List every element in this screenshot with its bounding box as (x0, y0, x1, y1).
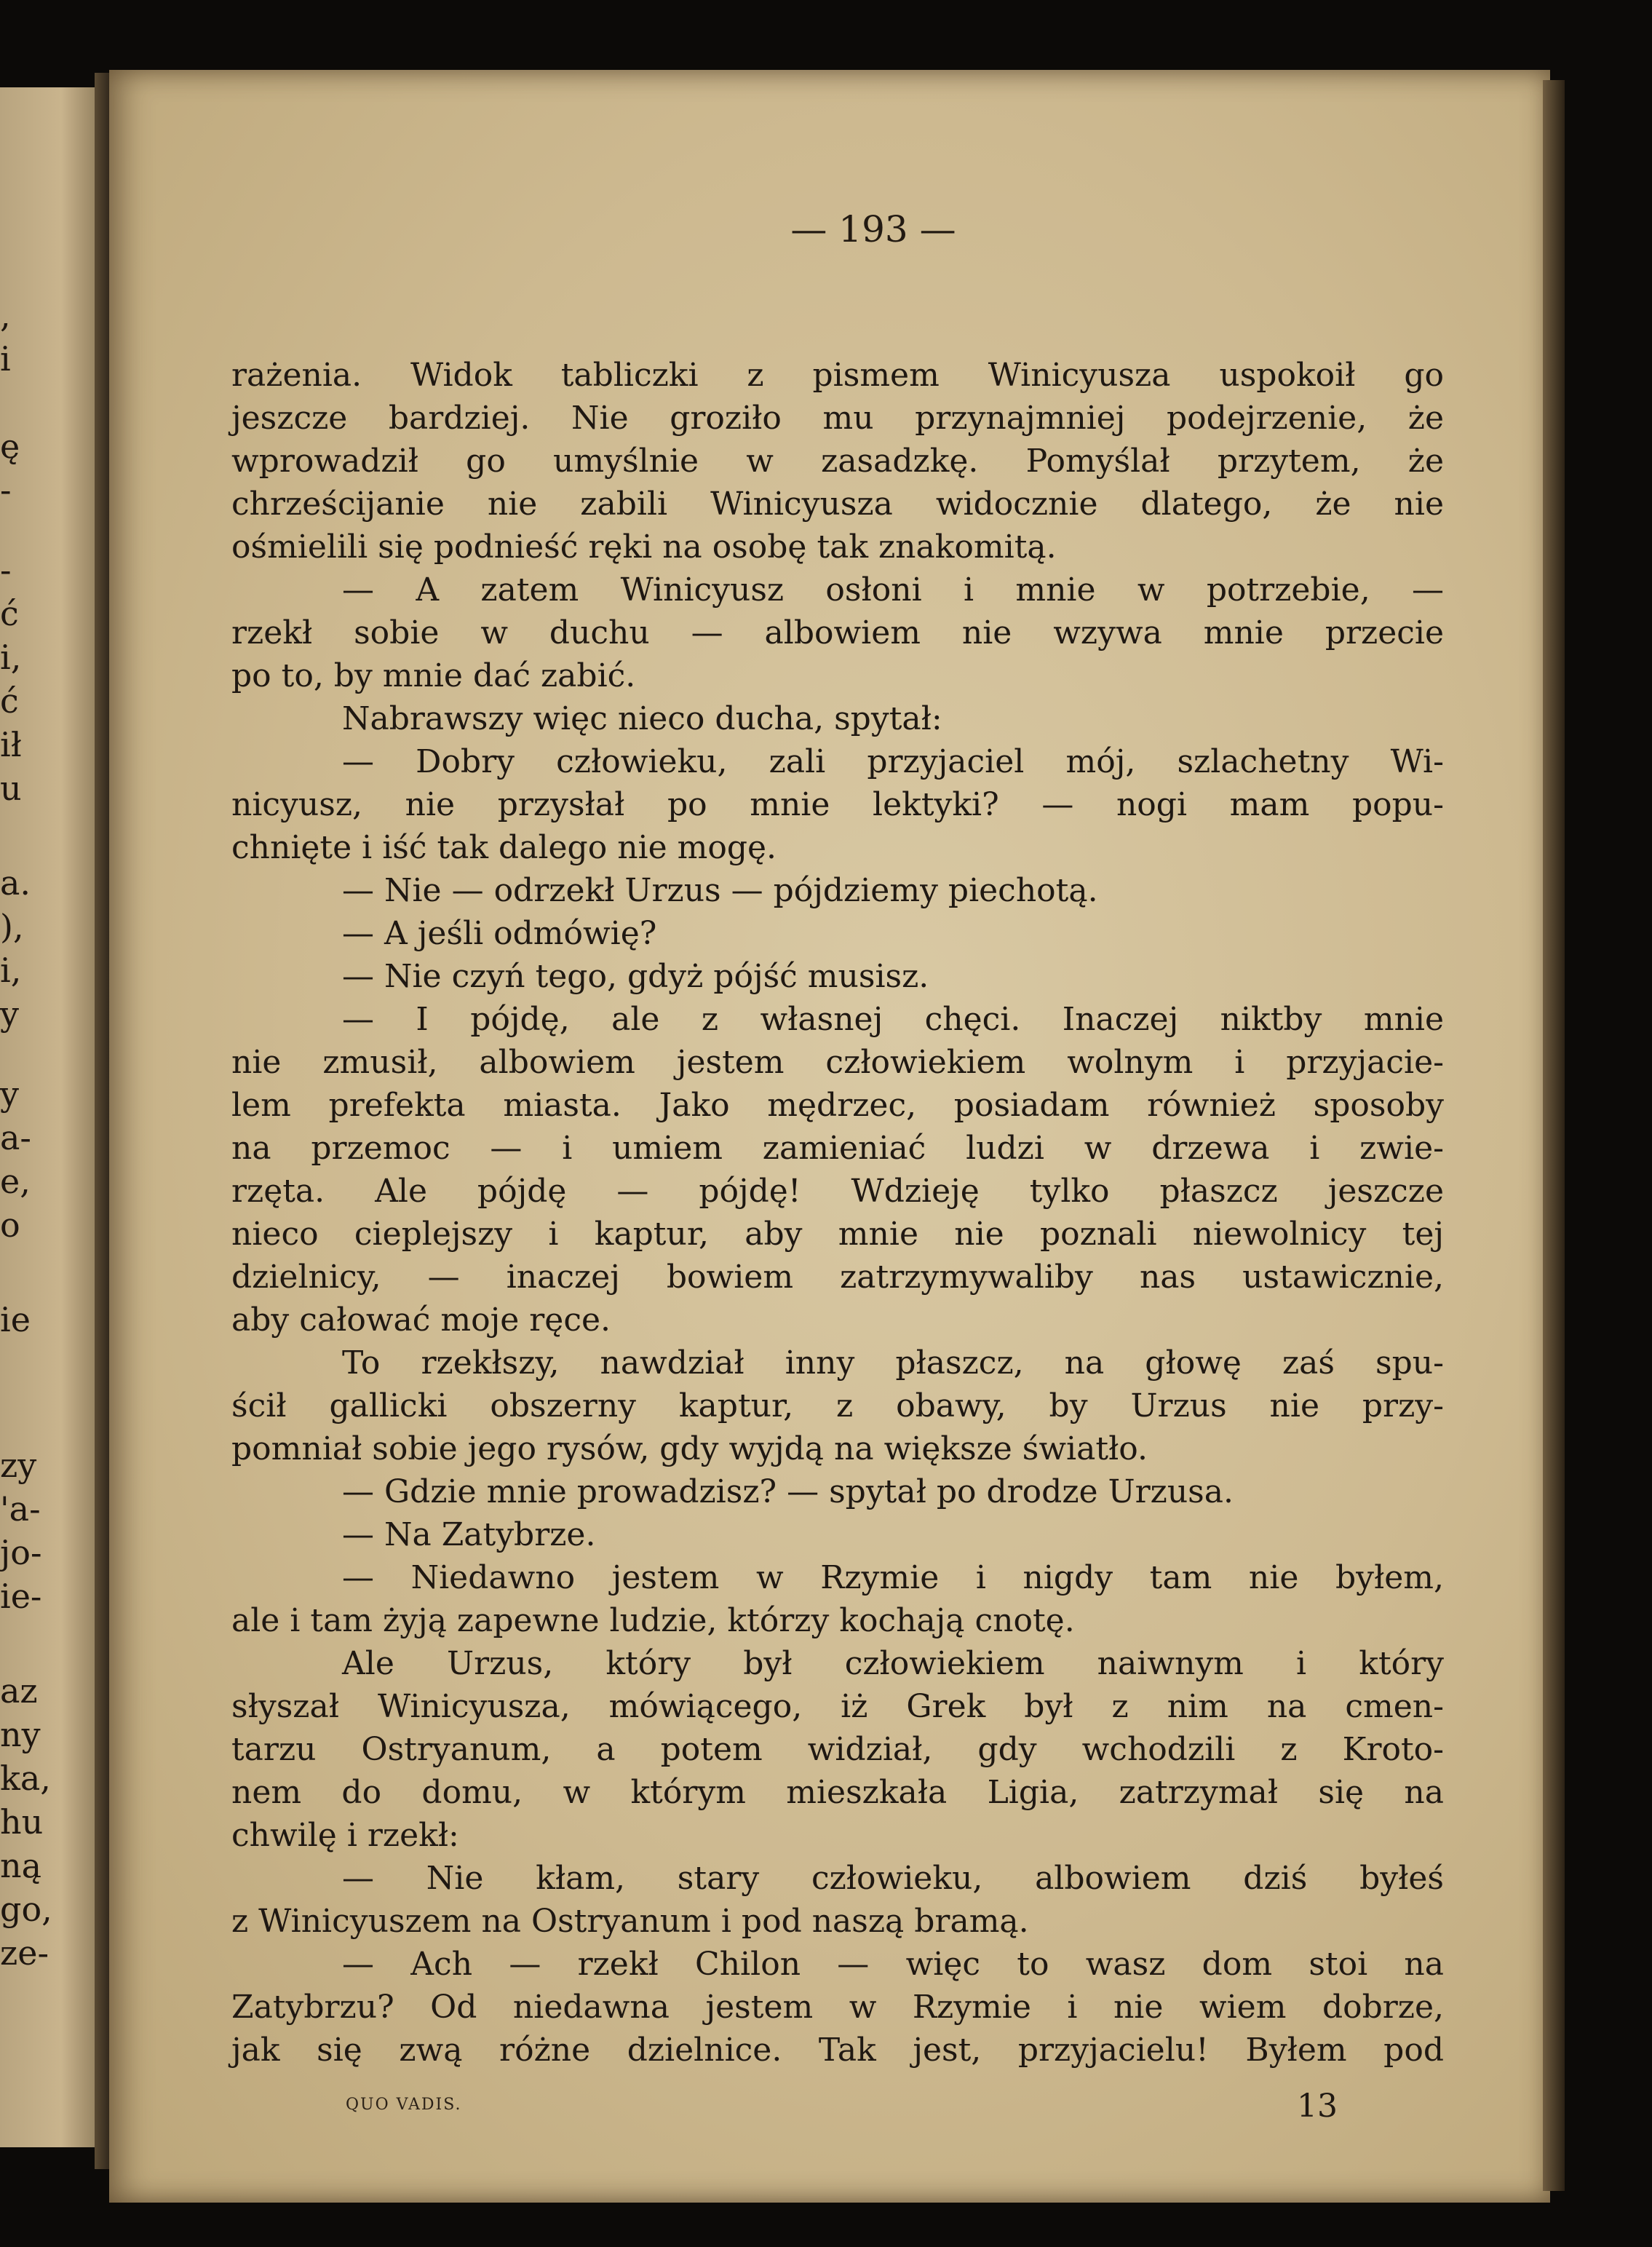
text-line: — I pójdę, ale z własnej chęci. Inaczej niktby mnie (342, 1001, 1444, 1038)
text-line: Nabrawszy więc nieco ducha, spytał: (342, 700, 942, 737)
text-line: — Gdzie mnie prowadzisz? — spytał po drodze Urzusa. (342, 1473, 1234, 1510)
text-line: chrześcijanie nie zabili Winicyusza widocznie dlatego, że nie (231, 486, 1444, 523)
left-page-fragment: jo- (0, 1533, 42, 1572)
footer-signature: QUO VADIS. (346, 2096, 462, 2114)
text-line: rażenia. Widok tabliczki z pismem Winicyusza uspokoił go (231, 357, 1444, 394)
left-page-fragment: - (0, 470, 12, 510)
text-line: z Winicyuszem na Ostryanum i pod naszą bramą. (231, 1903, 1029, 1940)
left-page-fragment: ie- (0, 1577, 42, 1616)
left-page-fragment: ił (0, 725, 22, 764)
text-line: — A zatem Winicyusz osłoni i mnie w potrzebie, — (342, 571, 1444, 609)
left-page-fragment: ie (0, 1300, 31, 1339)
left-page-fragment: ć (0, 594, 19, 633)
text-line: — Dobry człowieku, zali przyjaciel mój, szlachetny Wi- (342, 743, 1444, 780)
page-body-text (231, 354, 1444, 2072)
left-page-fragment: y (0, 994, 19, 1034)
text-line: nem do domu, w którym mieszkała Ligia, zatrzymał się na (231, 1774, 1444, 1811)
left-page-fragment: ze- (0, 1933, 49, 1973)
left-page-fragment: a. (0, 863, 31, 903)
text-line: rzęta. Ale pójdę — pójdę! Wdzieję tylko płaszcz jeszcze (231, 1173, 1444, 1210)
text-line: nicyusz, nie przysłał po mnie lektyki? — nogi mam popu- (231, 786, 1444, 823)
left-page-fragment: ), (0, 907, 24, 946)
left-page-fragment: y (0, 1074, 19, 1114)
text-line: chnięte i iść tak dalego nie mogę. (231, 829, 777, 866)
left-page-fragment: - (0, 550, 12, 590)
text-line: — Niedawno jestem w Rzymie i nigdy tam nie byłem, (342, 1559, 1444, 1596)
left-page-fragment: u (0, 769, 22, 808)
text-line: jeszcze bardziej. Nie groziło mu przynajmniej podejrzenie, że (231, 400, 1444, 437)
left-page-fragment: az (0, 1671, 38, 1711)
text-line: aby całować moje ręce. (231, 1301, 611, 1339)
text-line: nie zmusił, albowiem jestem człowiekiem wolnym i przyjacie- (231, 1044, 1444, 1081)
left-page-fragment: o (0, 1205, 20, 1245)
text-line: — Na Zatybrze. (342, 1516, 596, 1553)
left-page-fragment: i, (0, 951, 22, 990)
text-line: wprowadził go umyślnie w zasadzkę. Pomyślał przytem, że (231, 443, 1444, 480)
left-page-fragment: i (0, 339, 11, 379)
left-page-fragment: ć (0, 681, 19, 721)
left-page-fragment: ny (0, 1715, 41, 1754)
text-line: ośmielili się podnieść ręki na osobę tak znakomitą. (231, 528, 1057, 566)
text-line: — A jeśli odmówię? (342, 915, 657, 952)
page-number-header: — 193 — (790, 208, 956, 250)
left-page-fragment: a- (0, 1118, 31, 1157)
left-page-fragment: ną (0, 1846, 42, 1885)
text-line: tarzu Ostryanum, a potem widział, gdy wchodzili z Kroto- (231, 1731, 1444, 1768)
text-line: To rzekłszy, nawdział inny płaszcz, na głowę zaś spu- (342, 1344, 1444, 1382)
text-line: Ale Urzus, który był człowiekiem naiwnym i który (342, 1645, 1444, 1682)
text-line: dzielnicy, — inaczej bowiem zatrzymywaliby nas ustawicznie, (231, 1259, 1444, 1296)
left-page-fragment: , (0, 296, 11, 335)
text-line: chwilę i rzekł: (231, 1817, 459, 1854)
text-line: — Nie kłam, stary człowieku, albowiem dziś byłeś (342, 1860, 1444, 1897)
left-page-fragment: e, (0, 1162, 31, 1201)
text-line: pomniał sobie jego rysów, gdy wyjdą na większe światło. (231, 1430, 1148, 1467)
text-line: słyszał Winicyusza, mówiącego, iż Grek był z nim na cmen- (231, 1688, 1444, 1725)
page-edge-shadow (1543, 80, 1565, 2191)
text-line: po to, by mnie dać zabić. (231, 657, 636, 694)
text-line: nieco cieplejszy i kaptur, aby mnie nie poznali niewolnicy tej (231, 1216, 1444, 1253)
text-line: ścił gallicki obszerny kaptur, z obawy, by Urzus nie przy- (231, 1387, 1444, 1424)
text-line: — Ach — rzekł Chilon — więc to wasz dom stoi na (342, 1946, 1444, 1983)
left-page-fragment: zy (0, 1446, 37, 1485)
text-line: jak się zwą różne dzielnice. Tak jest, przyjacielu! Byłem pod (231, 2032, 1444, 2069)
left-page-fragment: go, (0, 1890, 52, 1929)
text-line: Zatybrzu? Od niedawna jestem w Rzymie i nie wiem dobrze, (231, 1989, 1444, 2026)
text-line: na przemoc — i umiem zamieniać ludzi w drzewa i zwie- (231, 1130, 1444, 1167)
text-line: lem prefekta miasta. Jako mędrzec, posiadam również sposoby (231, 1087, 1444, 1124)
left-page-fragment: hu (0, 1802, 44, 1842)
text-line: — Nie czyń tego, gdyż pójść musisz. (342, 958, 929, 995)
left-page-fragment: i, (0, 638, 22, 677)
left-page-fragment: ka, (0, 1759, 51, 1798)
text-line: rzekł sobie w duchu — albowiem nie wzywa mnie przecie (231, 614, 1444, 651)
right-page (109, 70, 1550, 2203)
text-line: — Nie — odrzekł Urzus — pójdziemy piechotą. (342, 872, 1098, 909)
left-page-fragment: 'a- (0, 1489, 41, 1529)
footer-sheet-number: 13 (1297, 2088, 1338, 2125)
left-page-fragment: ę (0, 427, 20, 466)
text-line: ale i tam żyją zapewne ludzie, którzy kochają cnotę. (231, 1602, 1075, 1639)
